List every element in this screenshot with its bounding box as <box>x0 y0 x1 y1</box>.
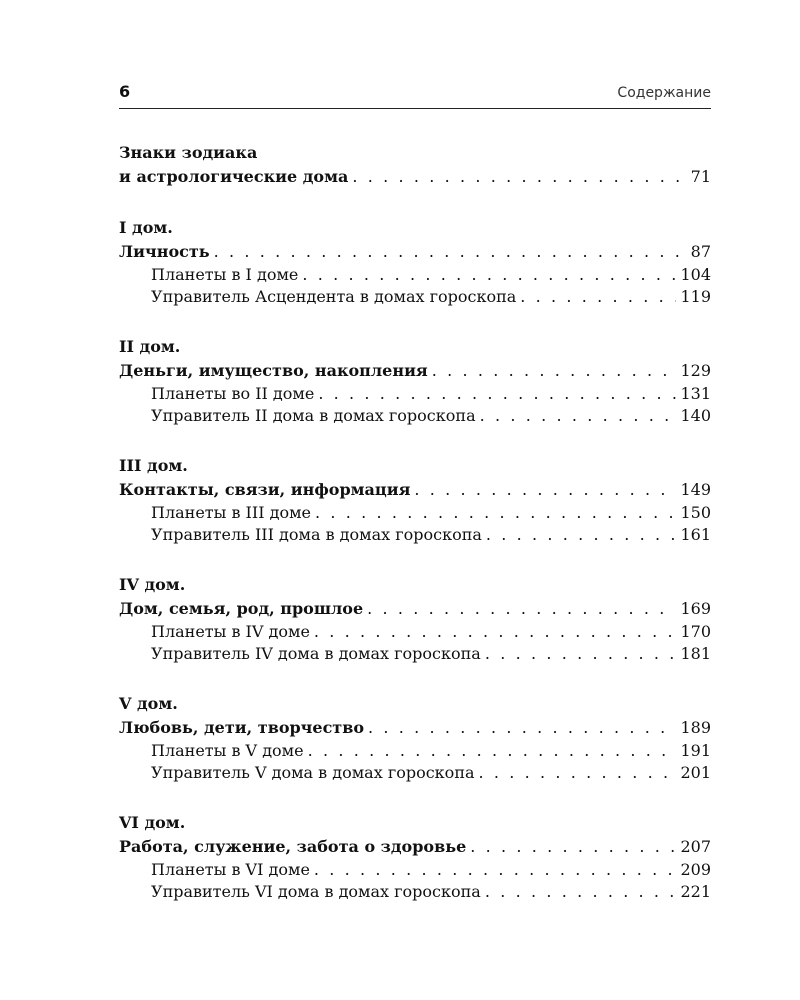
dot-leader <box>308 740 677 762</box>
running-title: Содержание <box>617 85 711 101</box>
toc-house-text: V дом. <box>119 694 178 713</box>
table-of-contents <box>119 141 711 930</box>
toc-subentry[interactable] <box>119 286 711 308</box>
toc-subentry[interactable] <box>119 740 711 762</box>
toc-entry-title: Деньги, имущество, накопления <box>119 361 428 380</box>
toc-entry[interactable] <box>119 478 711 502</box>
toc-subentry-title: Управитель V дома в домах гороскопа <box>151 763 475 782</box>
toc-entry[interactable] <box>119 359 711 383</box>
toc-heading-text: Знаки зодиака <box>119 143 258 162</box>
toc-page-number: 131 <box>680 384 711 403</box>
toc-house-text: II дом. <box>119 337 181 356</box>
toc-subentry-title: Управитель VI дома в домах гороскопа <box>151 882 481 901</box>
toc-subentry-title: Планеты в III доме <box>151 503 311 522</box>
toc-subentry[interactable] <box>119 502 711 524</box>
toc-page-number: 207 <box>680 837 711 856</box>
toc-section-house-1 <box>119 216 711 308</box>
toc-page-number: 71 <box>690 167 711 186</box>
toc-house-text: VI дом. <box>119 813 186 832</box>
toc-section-house-5 <box>119 692 711 784</box>
dot-leader <box>314 859 677 881</box>
toc-page-number: 189 <box>680 718 711 737</box>
toc-subentry[interactable] <box>119 524 711 546</box>
dot-leader <box>352 165 686 189</box>
toc-subentry-title: Планеты во II доме <box>151 384 315 403</box>
dot-leader <box>368 716 676 740</box>
toc-page-number: 104 <box>680 265 711 284</box>
toc-page-number: 201 <box>680 763 711 782</box>
toc-house-label <box>119 335 711 359</box>
toc-house-label <box>119 216 711 240</box>
toc-page-number: 119 <box>680 287 711 306</box>
toc-page-number: 161 <box>680 525 711 544</box>
toc-section-house-4 <box>119 573 711 665</box>
toc-section-intro <box>119 141 711 189</box>
toc-subentry-title: Управитель III дома в домах гороскопа <box>151 525 482 544</box>
toc-entry[interactable] <box>119 165 711 189</box>
dot-leader <box>367 597 676 621</box>
toc-house-label <box>119 454 711 478</box>
toc-entry-title: и астрологические дома <box>119 167 349 186</box>
toc-section-house-6 <box>119 811 711 903</box>
toc-subentry-title: Планеты в I доме <box>151 265 299 284</box>
dot-leader <box>470 835 676 859</box>
toc-section-house-2 <box>119 335 711 427</box>
toc-house-label <box>119 573 711 597</box>
dot-leader <box>214 240 687 264</box>
toc-subentry[interactable] <box>119 264 711 286</box>
toc-page-number: 129 <box>680 361 711 380</box>
toc-entry[interactable] <box>119 716 711 740</box>
dot-leader <box>315 502 676 524</box>
toc-subentry-title: Планеты в V доме <box>151 741 304 760</box>
toc-entry-title: Дом, семья, род, прошлое <box>119 599 364 618</box>
dot-leader <box>485 643 677 665</box>
page-number: 6 <box>119 82 131 101</box>
toc-subentry-title: Планеты в IV доме <box>151 622 310 641</box>
toc-heading <box>119 141 711 165</box>
toc-subentry[interactable] <box>119 881 711 903</box>
toc-house-text: IV дом. <box>119 575 186 594</box>
dot-leader <box>520 286 676 308</box>
toc-subentry-title: Управитель Асцендента в домах гороскопа <box>151 287 517 306</box>
toc-page-number: 169 <box>680 599 711 618</box>
dot-leader <box>318 383 676 405</box>
toc-house-label <box>119 692 711 716</box>
toc-subentry[interactable] <box>119 762 711 784</box>
toc-entry-title: Личность <box>119 242 210 261</box>
header-divider <box>119 108 711 109</box>
dot-leader <box>432 359 677 383</box>
toc-entry-title: Контакты, связи, информация <box>119 480 411 499</box>
toc-subentry-title: Планеты в VI доме <box>151 860 310 879</box>
toc-house-text: I дом. <box>119 218 173 237</box>
dot-leader <box>314 621 677 643</box>
toc-entry-title: Работа, служение, забота о здоровье <box>119 837 467 856</box>
toc-page-number: 150 <box>680 503 711 522</box>
toc-page-number: 149 <box>680 480 711 499</box>
toc-subentry[interactable] <box>119 383 711 405</box>
toc-page-number: 209 <box>680 860 711 879</box>
toc-subentry[interactable] <box>119 621 711 643</box>
toc-page-number: 170 <box>680 622 711 641</box>
toc-subentry[interactable] <box>119 859 711 881</box>
toc-house-label <box>119 811 711 835</box>
dot-leader <box>414 478 676 502</box>
dot-leader <box>302 264 676 286</box>
toc-subentry-title: Управитель IV дома в домах гороскопа <box>151 644 481 663</box>
dot-leader <box>480 405 677 427</box>
toc-page-number: 140 <box>680 406 711 425</box>
dot-leader <box>479 762 677 784</box>
toc-subentry[interactable] <box>119 643 711 665</box>
toc-house-text: III дом. <box>119 456 188 475</box>
toc-section-house-3 <box>119 454 711 546</box>
toc-page-number: 221 <box>680 882 711 901</box>
dot-leader <box>486 524 677 546</box>
dot-leader <box>485 881 677 903</box>
toc-subentry[interactable] <box>119 405 711 427</box>
toc-entry[interactable] <box>119 835 711 859</box>
toc-entry[interactable] <box>119 597 711 621</box>
toc-page-number: 191 <box>680 741 711 760</box>
toc-entry-title: Любовь, дети, творчество <box>119 718 365 737</box>
toc-page-number: 87 <box>690 242 711 261</box>
toc-page-number: 181 <box>680 644 711 663</box>
toc-subentry-title: Управитель II дома в домах гороскопа <box>151 406 476 425</box>
toc-entry[interactable] <box>119 240 711 264</box>
